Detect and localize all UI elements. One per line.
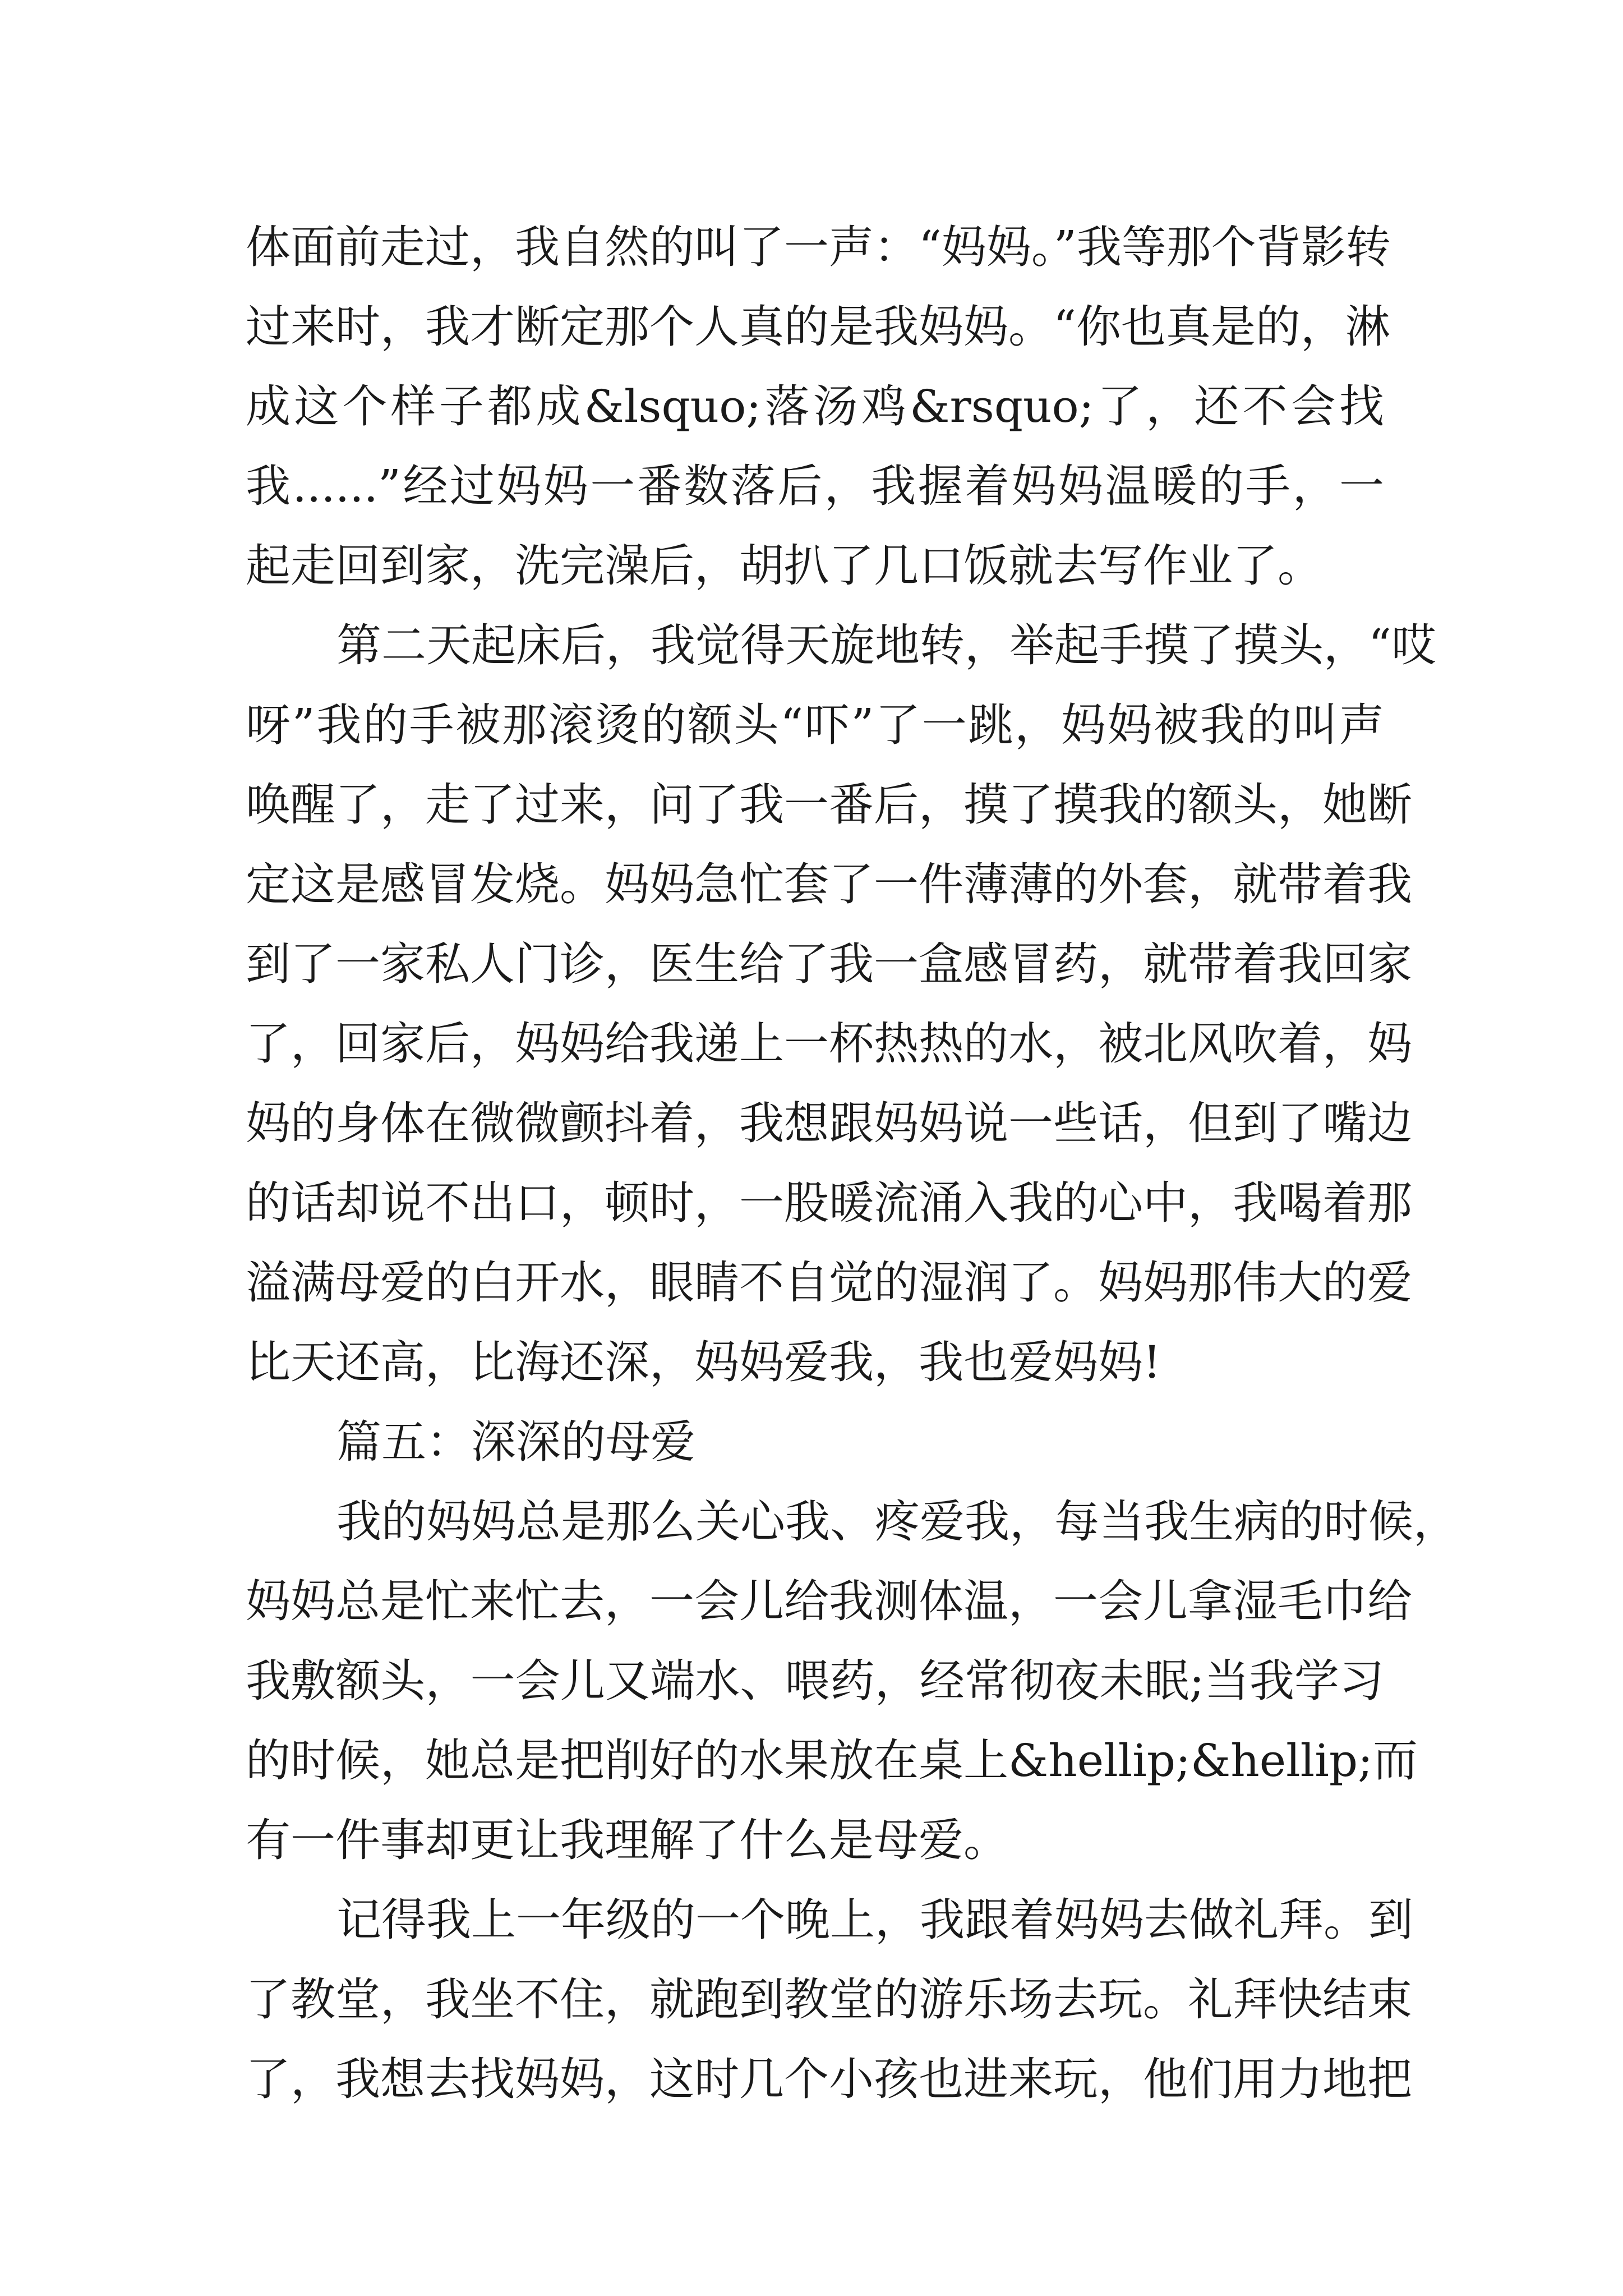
text-line: 我敷额头，一会儿又端水、喂药，经常彻夜未眠;当我学习 xyxy=(246,1655,1384,1707)
text-line: 体面前走过，我自然的叫了一声：“妈妈。”我等那个背影转 xyxy=(246,221,1391,273)
text-line: 唤醒了，走了过来，问了我一番后，摸了摸我的额头，她断 xyxy=(246,779,1412,831)
text-line: 到了一家私人门诊，医生给了我一盒感冒药，就带着我回家 xyxy=(246,938,1412,990)
text-line: 了，我想去找妈妈，这时几个小孩也进来玩，他们用力地把 xyxy=(246,2053,1412,2105)
text-line: 第二天起床后，我觉得天旋地转，举起手摸了摸头，“哎 xyxy=(336,619,1436,671)
text-line: 起走回到家，洗完澡后，胡扒了几口饭就去写作业了。 xyxy=(246,540,1322,592)
text-line: 妈妈总是忙来忙去，一会儿给我测体温，一会儿拿湿毛巾给 xyxy=(246,1575,1412,1627)
text-line: 有一件事却更让我理解了什么是母爱。 xyxy=(246,1814,1008,1866)
text-line: 记得我上一年级的一个晚上，我跟着妈妈去做礼拜。到 xyxy=(336,1894,1413,1946)
text-line: 了教堂，我坐不住，就跑到教堂的游乐场去玩。礼拜快结束 xyxy=(246,1973,1412,2026)
text-line: 我......”经过妈妈一番数落后，我握着妈妈温暖的手，一 xyxy=(246,460,1384,512)
text-line: 过来时，我才断定那个人真的是我妈妈。“你也真是的，淋 xyxy=(246,301,1390,353)
text-line: 比天还高，比海还深，妈妈爱我，我也爱妈妈! xyxy=(246,1336,1161,1388)
text-line: 呀”我的手被那滚烫的额头“吓”了一跳，妈妈被我的叫声 xyxy=(246,699,1384,751)
text-line: 我的妈妈总是那么关心我、疼爱我，每当我生病的时候， xyxy=(336,1496,1458,1548)
text-line: 了，回家后，妈妈给我递上一杯热热的水，被北风吹着，妈 xyxy=(246,1018,1412,1070)
text-line: 的时候，她总是把削好的水果放在桌上&hellip;&hellip;而 xyxy=(246,1734,1418,1787)
document-body xyxy=(246,208,1458,2119)
text-line: 妈的身体在微微颤抖着，我想跟妈妈说一些话，但到了嘴边 xyxy=(246,1097,1412,1149)
text-line: 溢满母爱的白开水，眼睛不自觉的湿润了。妈妈那伟大的爱 xyxy=(246,1257,1412,1309)
text-line: 定这是感冒发烧。妈妈急忙套了一件薄薄的外套，就带着我 xyxy=(246,858,1412,910)
section-heading: 篇五：深深的母爱 xyxy=(336,1416,695,1468)
text-line: 的话却说不出口，顿时，一股暖流涌入我的心中，我喝着那 xyxy=(246,1177,1412,1229)
text-line: 成这个样子都成&lsquo;落汤鸡&rsquo;了，还不会找 xyxy=(246,380,1384,432)
